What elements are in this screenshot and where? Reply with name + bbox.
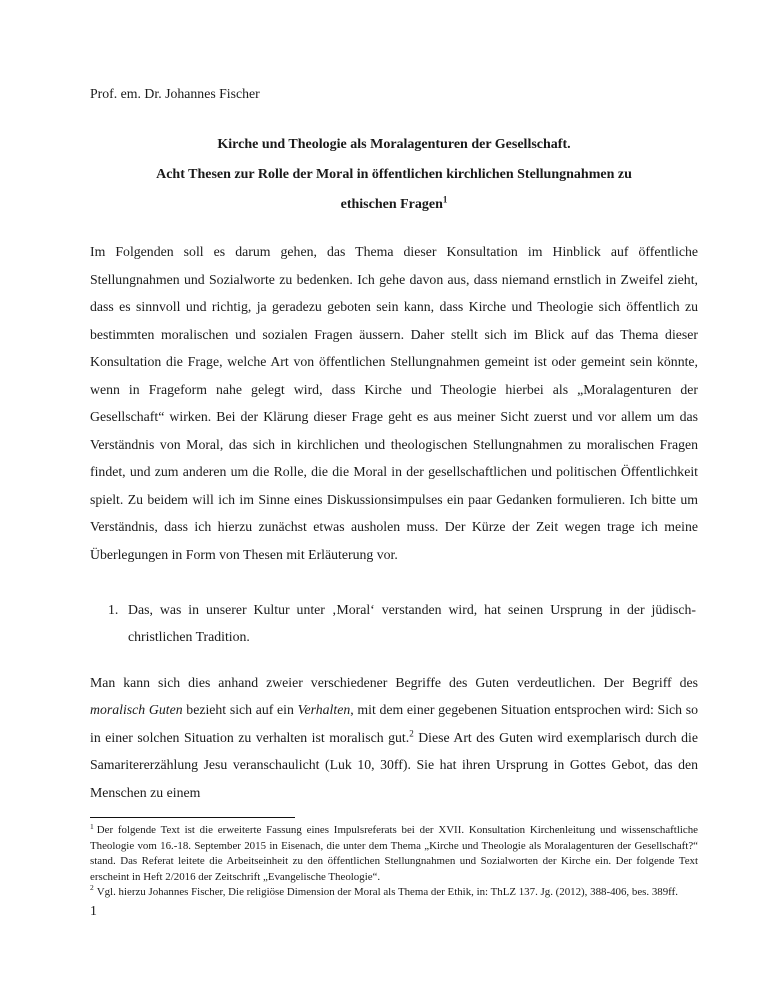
- paragraph-2-segment: Diese Art des Guten wird exemplarisch durch die Samaritererzählung Jesu veranschaulicht (Luk 10, 30ff). Sie hat ihren Ursprung in Gottes Gebot, das den Menschen zu einem: [90, 729, 698, 800]
- footnote-2: [90, 885, 698, 900]
- title-line-2-wrap: [90, 160, 698, 190]
- footnote-1-text: Der folgende Text ist die erweiterte Fassung eines Impulsreferats bei der XVII. Konsultation Kirchenleitung und wissenschaftliche Theologie vom 16.-18. September 2015 in Eisenach, die unter dem Thema „Kirche und Theologie als Moralagenturen der Gesellschaft?“ stand. Das Referat leitete die Arbeitseinheit zu den öffentlichen Stellungnahmen und Sozialworten der Kirche ein. Der folgende Text erscheint in Heft 2/2016 der Zeitschrift „Evangelische Theologie“.: [90, 824, 698, 883]
- document-title: [90, 130, 698, 220]
- paragraph-2-italic-segment: moralisch Guten: [90, 702, 183, 718]
- paragraph-2-segment: bezieht sich auf ein: [182, 702, 298, 718]
- paragraph-2-segment: , mit dem einer gegebenen Situation entsprochen wird: Sich so in einer solchen Situation zu verhalten ist moralisch gut.: [90, 702, 699, 745]
- paragraph-2-segment: Man kann sich dies anhand zweier verschiedener Begriffe des Guten verdeutlichen. Der Begriff des: [90, 674, 698, 690]
- paragraph-1: Im Folgenden soll es darum gehen, das Thema dieser Konsultation im Hinblick auf öffentliche Stellungnahmen und Sozialworte zu bedenken. Ich gehe davon aus, dass niemand ernstlich in Zweifel zieht, dass es sinnvoll und richtig, ja geradezu geboten sein kann, dass Kirche und Theologie sich öffentlich zu bestimmten moralischen und sozialen Fragen äussern. Daher stellt sich im Blick auf das Thema dieser Konsultation die Frage, welche Art von öffentlichen Stellungnahmen gemeint ist oder gemeint sein könnte, wenn in Frageform nahe gelegt wird, dass Kirche und Theologie hierbei als „Moralagenturen der Gesellschaft“ wirken. Bei der Klärung dieser Frage geht es aus meiner Sicht zuerst und vor allem um das Verständnis von Moral, das sich in kirchlichen und theologischen Stellungnahmen zu moralischen Fragen findet, und zum anderen um die Rolle, die die Moral in der gesellschaftlichen und politischen Öffentlichkeit spielt. Zu beidem will ich im Sinne eines Diskussionsimpulses ein paar Gedanken formulieren. Ich bitte um Verständnis, dass ich hierzu zunächst etwas ausholen muss. Der Kürze der Zeit wegen trage ich meine Überlegungen in Form von Thesen mit Erläuterung vor.: [90, 244, 698, 563]
- list-item-1: [90, 596, 698, 651]
- paragraph-2-italic-segment: Verhalten: [297, 702, 351, 718]
- footnote-2-text: Vgl. hierzu Johannes Fischer, Die religiöse Dimension der Moral als Thema der Ethik, in: ThLZ 137. Jg. (2012), 388-406, bes. 389ff.: [96, 886, 678, 899]
- title-footnote-ref: 1: [442, 194, 448, 205]
- title-line-1: Kirche und Theologie als Moralagenturen der Gesellschaft.: [217, 137, 571, 152]
- paragraph-2: [90, 669, 698, 807]
- footnote-separator-line: [90, 817, 295, 818]
- footnote-1-marker: 1: [90, 821, 94, 831]
- footnote-1: [90, 823, 698, 885]
- list-item-1-text: Das, was in unserer Kultur unter ‚Moral‘ verstanden wird, hat seinen Ursprung in der jüdisch-christlichen Tradition.: [128, 601, 696, 645]
- footnote-2-marker: 2: [90, 883, 94, 893]
- paragraph-2-footnote-ref: 2: [409, 728, 414, 739]
- footnote-area: [90, 817, 698, 920]
- author-line: Prof. em. Dr. Johannes Fischer: [90, 86, 260, 101]
- title-line-3-wrap: [90, 190, 698, 220]
- page-number: 1: [90, 903, 97, 919]
- title-line-2: Acht Thesen zur Rolle der Moral in öffentlichen kirchlichen Stellungnahmen zu: [156, 167, 632, 182]
- title-line-3: ethischen Fragen: [340, 197, 443, 212]
- list-item-1-number: 1.: [108, 601, 119, 617]
